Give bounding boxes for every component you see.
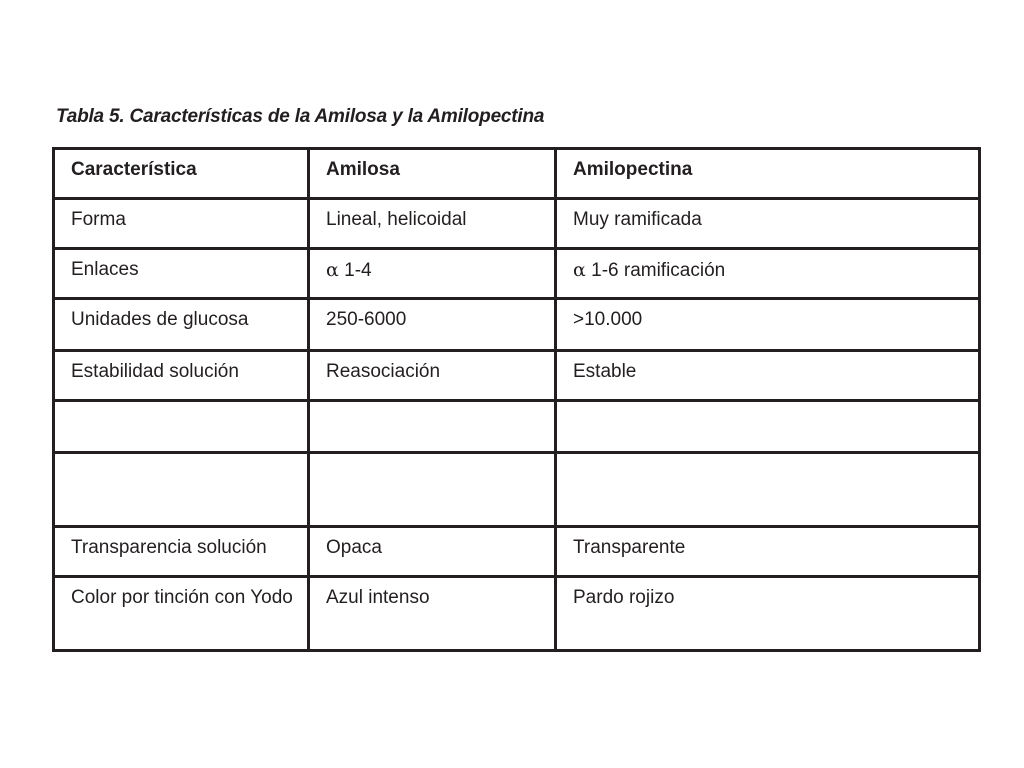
cell-caracteristica: Transparencia solución [54,527,309,577]
cell-amilopectina [556,401,980,453]
table-row [54,299,980,351]
cell-caracteristica: Forma [54,199,309,249]
cell-value: 1-4 [344,260,372,281]
header-caracteristica: Característica [54,149,309,199]
table-row [54,249,980,299]
cell-amilopectina: Muy ramificada [556,199,980,249]
cell-amilosa [309,453,556,527]
cell-amilosa: Reasociación [309,351,556,401]
cell-amilosa: Lineal, helicoidal [309,199,556,249]
cell-value: 1-6 ramificación [591,260,726,281]
cell-caracteristica: Enlaces [54,249,309,299]
cell-amilopectina: Estable [556,351,980,401]
cell-amilopectina: Transparente [556,527,980,577]
table-caption: Tabla 5. Características de la Amilosa y la Amilopectina [56,106,545,127]
table-row [54,199,980,249]
table-header-row [54,149,980,199]
cell-amilosa: Opaca [309,527,556,577]
table-row [54,527,980,577]
table-row-empty [54,453,980,527]
cell-caracteristica [54,401,309,453]
alpha-symbol: α [326,259,339,281]
cell-amilopectina [556,453,980,527]
cell-amilosa: Azul intenso [309,577,556,651]
cell-amilopectina: >10.000 [556,299,980,351]
cell-amilosa [309,401,556,453]
alpha-symbol: α [573,259,586,281]
cell-amilopectina: Pardo rojizo [556,577,980,651]
cell-caracteristica: Estabilidad solución [54,351,309,401]
table-row [54,577,980,651]
header-amilopectina: Amilopectina [556,149,980,199]
cell-caracteristica: Unidades de glucosa [54,299,309,351]
cell-amilosa [309,249,556,299]
header-amilosa: Amilosa [309,149,556,199]
cell-caracteristica [54,453,309,527]
cell-caracteristica: Color por tinción con Yodo [54,577,309,651]
cell-amilopectina [556,249,980,299]
cell-amilosa: 250-6000 [309,299,556,351]
table-row [54,351,980,401]
table-row-empty [54,401,980,453]
characteristics-table [52,147,981,652]
